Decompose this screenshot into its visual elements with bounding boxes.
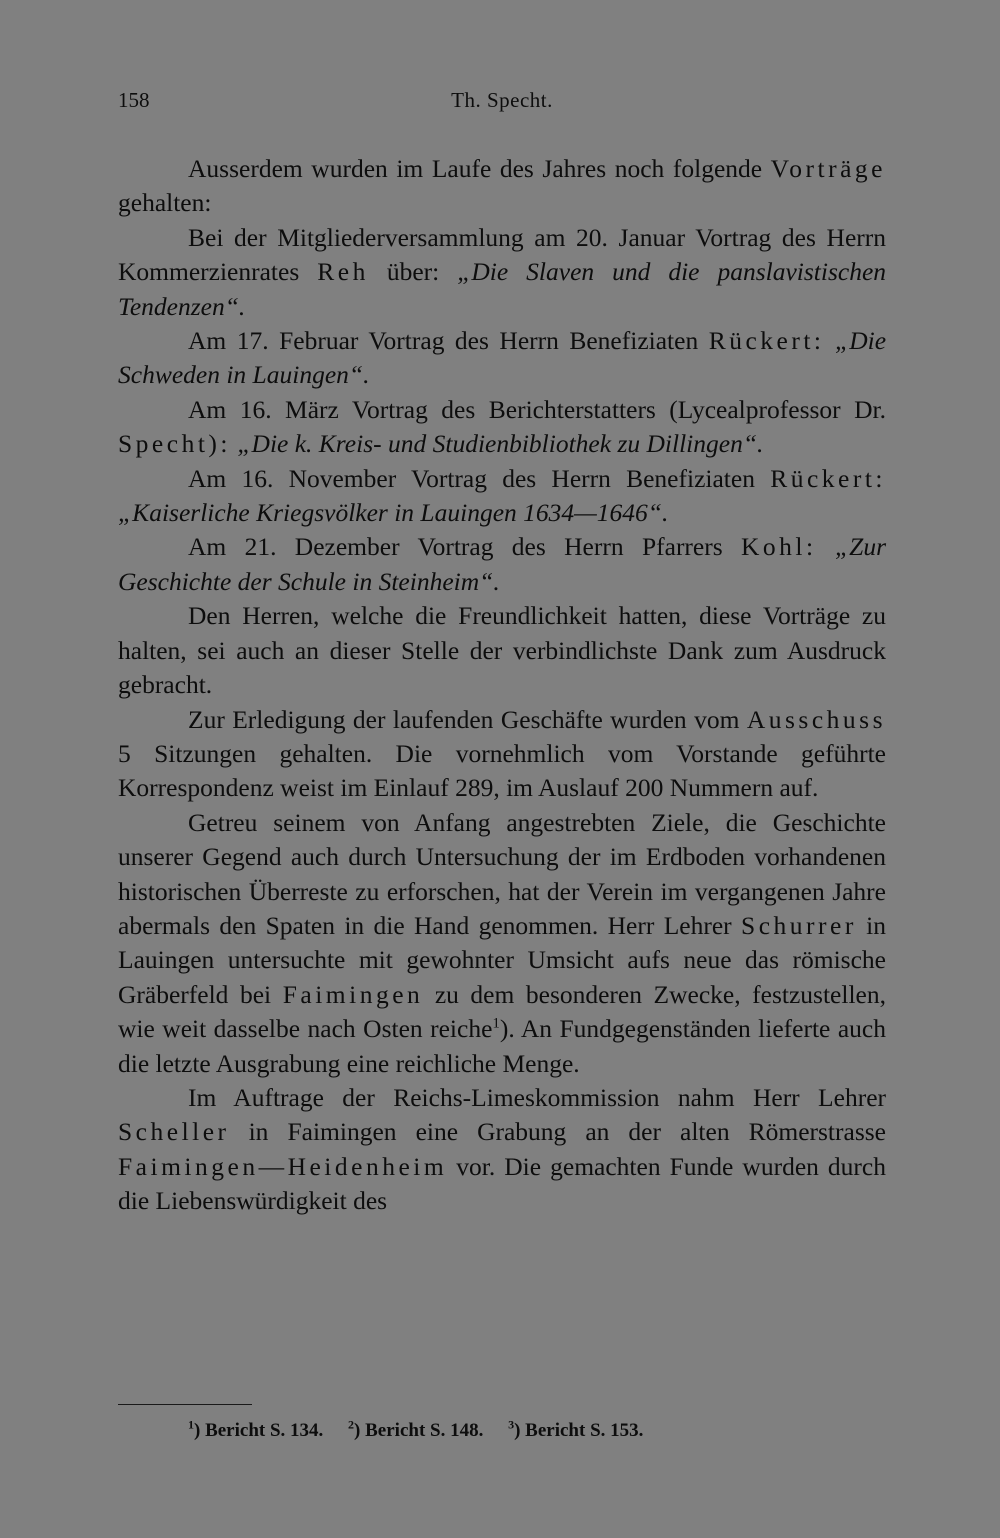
paragraph-10: Im Auftrage der Reichs-Limeskommission nahm Herr Lehrer Scheller in Faimingen eine Grabung an der alten Römerstrasse Faimingen—Heidenheim vor. Die gemachten Funde wurden durch die Liebenswürdigkeit des — [118, 1082, 886, 1216]
paragraph-9: Getreu seinem von Anfang angestrebten Ziele, die Geschichte unserer Gegend auch durch Untersuchung der im Erdboden vorhandenen historischen Überreste zu erforschen, hat der Verein im vergangenen Jahre abermals den Spaten in die Hand genommen. Herr Lehrer Schurrer in Lauingen untersuchte mit gewohnter Umsicht aufs neue das römische Gräberfeld bei Faimingen zu dem besonderen Zwecke, festzustellen, wie weit dasselbe nach Osten reiche$^1$). An Fundgegenständen lieferte auch die letzte Ausgrabung eine reichliche Menge. — [118, 807, 887, 1078]
footnote-2: $^2$) Bericht S. 148. — [348, 1418, 484, 1442]
paragraph-4: Am 16. März Vortrag des Berichterstatters (Lycealprofessor Dr. Specht): „Die k. Kreis- und Studienbibliothek zu Dillingen“. — [118, 394, 886, 459]
spaced-name: Reh — [317, 257, 369, 287]
spaced-name: Rückert: — [770, 463, 886, 493]
spaced-name: Specht): — [118, 429, 231, 459]
spaced-place: Faimingen — [282, 979, 424, 1009]
footnote-1: $^1$) Bericht S. 134. — [188, 1418, 324, 1442]
spaced-word: Ausschuss — [746, 704, 886, 734]
footnote-divider — [118, 1404, 252, 1405]
spaced-name: Kohl: — [741, 532, 817, 562]
lecture-title: „Kaiserliche Kriegsvölker in Lauingen 1634—1646“. — [118, 498, 669, 528]
lecture-title: „Zur Geschichte der Schule in Steinheim“. — [118, 532, 886, 596]
page-number: 158 — [118, 88, 150, 112]
running-head: Th. Specht. — [451, 88, 553, 112]
spaced-name: Scheller — [118, 1117, 230, 1147]
footnote-3: $^3$) Bericht S. 153. — [508, 1418, 644, 1442]
paragraph-3: Am 17. Februar Vortrag des Herrn Benefiziaten Rückert: „Die Schweden in Lauingen“. — [118, 326, 887, 390]
body-text — [118, 152, 886, 1219]
lecture-title: „Die Schweden in Lauingen“. — [118, 326, 887, 390]
spaced-name: Rückert: — [708, 326, 825, 356]
footnotes — [188, 1418, 663, 1442]
spaced-place: Faimingen—Heidenheim — [118, 1151, 448, 1181]
footnote-reference: 1 — [492, 1015, 500, 1032]
paragraph-6: Am 21. Dezember Vortrag des Herrn Pfarrers Kohl: „Zur Geschichte der Schule in Steinheim“. — [118, 532, 886, 596]
paragraph-2: Bei der Mitgliederversammlung am 20. Januar Vortrag des Herrn Kommerzienrates Reh über: „Die Slaven und die panslavistischen Tendenzen“. — [118, 222, 887, 321]
lecture-title: „Die Slaven und die panslavistischen Tendenzen“. — [118, 257, 887, 321]
spaced-word: Vorträge — [770, 154, 886, 183]
paragraph-7: Den Herren, welche die Freundlichkeit hatten, diese Vorträge zu halten, sei auch an dieser Stelle der verbindlichste Dank zum Ausdruck gebracht. — [118, 601, 886, 700]
paragraph-5: Am 16. November Vortrag des Herrn Benefiziaten Rückert: „Kaiserliche Kriegsvölker in Lauingen 1634—1646“. — [118, 463, 886, 528]
page-header — [118, 88, 886, 122]
paragraph-8: Zur Erledigung der laufenden Geschäfte wurden vom Ausschuss 5 Sitzungen gehalten. Die vornehmlich vom Vorstande geführte Korrespondenz weist im Einlauf 289, im Auslauf 200 Nummern auf. — [118, 704, 886, 803]
paragraph-1: Ausserdem wurden im Laufe des Jahres noch folgende Vorträge gehalten: — [118, 154, 886, 218]
book-page — [118, 88, 886, 1488]
lecture-title: „Die k. Kreis- und Studienbibliothek zu Dillingen“. — [237, 429, 764, 459]
spaced-name: Schurrer — [741, 910, 857, 940]
